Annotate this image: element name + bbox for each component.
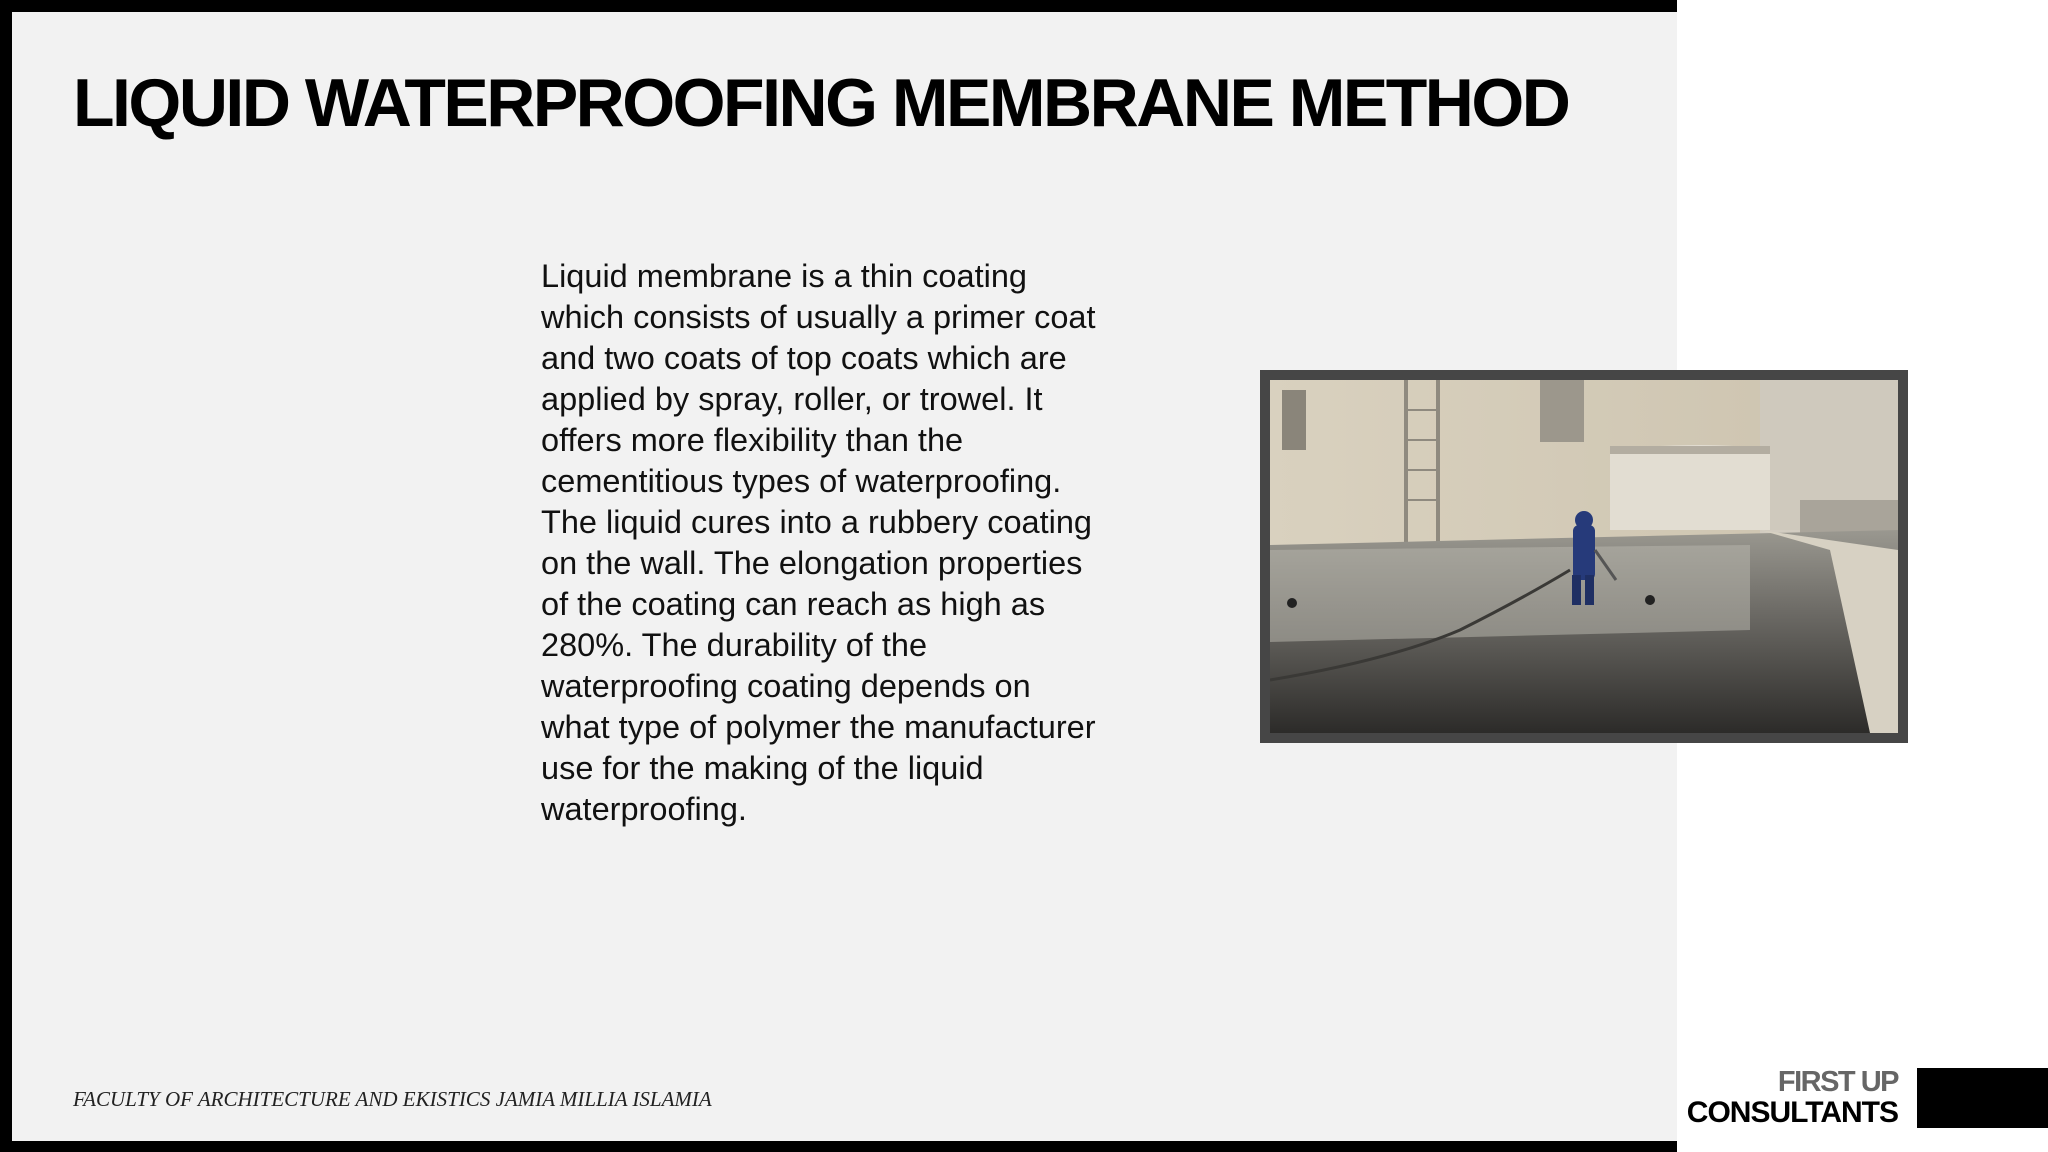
slide-frame-left <box>0 0 12 1152</box>
logo-text-first-up: FIRST UP <box>1777 1066 1898 1098</box>
rooftop-waterproofing-photo <box>1260 370 1908 743</box>
photo-illustration <box>1270 380 1898 733</box>
footer-institution: FACULTY OF ARCHITECTURE AND EKISTICS JAMIA MILLIA ISLAMIA <box>73 1087 712 1111</box>
slide-frame-top <box>0 0 1677 12</box>
logo-black-bar <box>1917 1068 2048 1128</box>
logo-text-consultants: CONSULTANTS <box>1686 1096 1898 1129</box>
slide-title: LIQUID WATERPROOFING MEMBRANE METHOD <box>73 65 1569 141</box>
slide-frame-bottom <box>0 1141 1677 1152</box>
company-logo <box>1680 1068 1898 1129</box>
body-paragraph: Liquid membrane is a thin coating which consists of usually a primer coat and two coats of top coats which are applied by spray, roller, or trowel. It offers more flexibility than the cementitious types of waterproofing. The liquid cures into a rubbery coating on the wall. The elongation properties of the coating can reach as high as 280%. The durability of the waterproofing coating depends on what type of polymer the manufacturer use for the making of the liquid waterproofing. <box>541 258 1096 827</box>
